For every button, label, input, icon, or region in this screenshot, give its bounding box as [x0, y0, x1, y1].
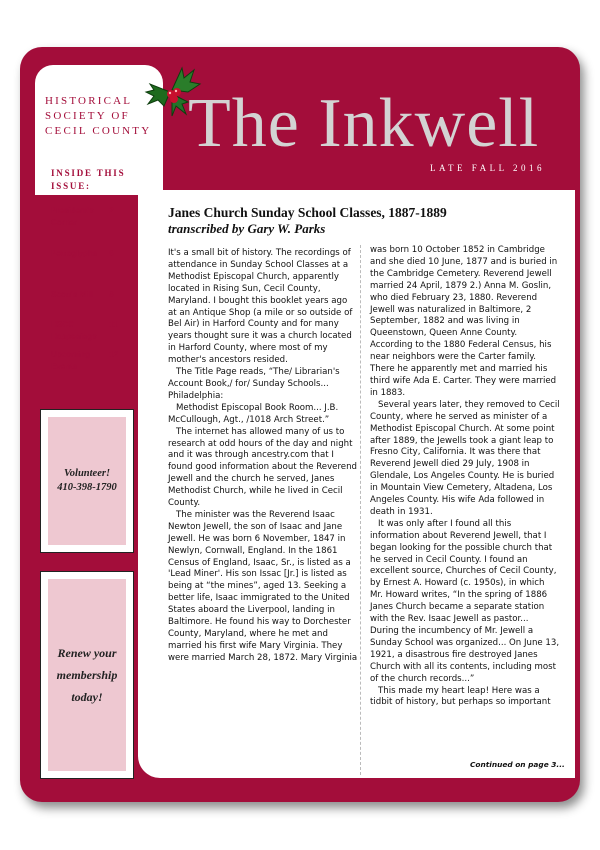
- toc-heading: INSIDE THIS ISSUE:: [51, 168, 126, 191]
- society-name: HISTORICAL SOCIETY OF CECIL COUNTY: [45, 95, 152, 137]
- volunteer-box: [40, 409, 134, 553]
- article-title: Janes Church Sunday School Classes, 1887-1889: [168, 205, 447, 220]
- volunteer-text: Volunteer! 410-398-1790: [48, 417, 126, 545]
- toc-item-label: Scott's Mill: [51, 290, 93, 299]
- toc-item-label: President's Corner: [51, 206, 94, 227]
- article-byline: transcribed by Gary W. Parks: [168, 221, 326, 236]
- toc-item-page: 6: [109, 249, 114, 258]
- article-paragraph: was born 10 October 1852 in Cambridge and she died 10 June, 1877 and is buried in the Cambridge Cemetery. Reverend Jewell married 24 April, 1879 2.) Anna M. Goslin, who died February 23, 1880. Reverend Jewell was naturalized in Baltimore, 2 September, 1882 and was living in Queenstown, Queen Anne County. According to the 1880 Federal Census, his near neighbors were the Carter family. There he apparently met and married his third wife Ada E. Carter. They were married in 1883.: [370, 245, 558, 398]
- renew-text: Renew your membership today!: [48, 579, 126, 771]
- article-paragraph: The internet has allowed many of us to research at odd hours of the day and night and it was through ancestry.com that I found good information about the Reverend Jewell and the church he served, Janes Methodist Church, while he lived in Cecil County.: [168, 426, 357, 509]
- toc-item[interactable]: [51, 319, 131, 343]
- article-paragraph: The Title Page reads, “The/ Librarian's Account Book,/ for/ Sunday Schools... Philadelphia:: [168, 367, 340, 401]
- article-paragraph: Several years later, they removed to Cecil County, where he served as minister of a Methodist Episcopal Church. At some point after 1889, the Jewells took a giant leap to Fresno City, California. It was there that Reverend Jewell died 29 July, 1908 in Glendale, Los Angeles County. He is buried in Mountain View Cemetery, Altadena, Los Angeles County. His wife Ada followed in death in 1931.: [370, 399, 560, 517]
- toc-item-label: Upcoming Events: [51, 350, 91, 371]
- article-column-left: [168, 248, 358, 665]
- toc-item-label: HSCC Happenings: [51, 320, 97, 341]
- toc-item[interactable]: [51, 248, 131, 260]
- article-paragraph: This made my heart leap! Here was a tidbit of history, but perhaps so important: [370, 685, 551, 708]
- toc-item[interactable]: [51, 205, 131, 229]
- toc-item[interactable]: [51, 349, 131, 373]
- article-column-right: [370, 245, 560, 709]
- article-paragraph: The minister was the Reverend Isaac Newton Jewell, the son of Isaac and Jane Jewell. He was born 6 November, 1847 in Newlyn, Cornwall, England. In the 1861 Census of England, Isaac, Sr., is listed as a 'Lead Miner'. His son Issac [Jr.] is listed as being at “the mines”, aged 13. Seeking a better life, Isaac immigrated to the United States aboard the Liverpool, landing in Baltimore. He found his way to Dorchester County, Maryland, where he met and married his first wife Mary Virginia. They were married March 28, 1872. Mary Virginia: [168, 509, 358, 663]
- masthead-title: The Inkwell: [188, 85, 540, 162]
- continued-note[interactable]: Continued on page 3...: [470, 760, 565, 769]
- renew-box: [40, 571, 134, 779]
- toc-item-label: Petroglyphs: [51, 249, 98, 258]
- toc-item-page: 8: [109, 290, 114, 299]
- toc-item-page: 2: [109, 206, 114, 215]
- toc-item-page: 11: [109, 320, 118, 329]
- toc-item-page: 12: [109, 350, 119, 359]
- article-paragraph: Methodist Episcopal Book Room... J.B. McCullough, Agt., /1018 Arch Street.”: [168, 402, 339, 425]
- toc-item[interactable]: [51, 289, 131, 301]
- article-paragraph: It's a small bit of history. The recordings of attendance in Sunday School Classes at a Methodist Episcopal Church, apparently located in Rising Sun, Cecil County, Maryland. I bought this booklet years ago at an Antique Shop (a mile or so outside of Bel Air) in Harford County and for many years thought sure it was a church located in Harford County, where most of my mother's ancestors resided.: [168, 248, 353, 366]
- issue-date: LATE FALL 2016: [430, 163, 545, 173]
- column-divider: [360, 245, 361, 775]
- article-paragraph: It was only after I found all this information about Reverend Jewell, that I began looking for the possible church that he served in Cecil County. I found an excellent source, Churches of Cecil County, by Ernest A. Howard (c. 1950s), in which Mr. Howard writes, “In the spring of 1886 Janes Church became a separate station with the Rev. Isaac Jewell as pastor... During the incumbency of Mr. Jewell a Sunday School was organized... On June 13, 1921, a disastrous fire destroyed Janes Church with all its contents, including most of the church records...”: [370, 518, 560, 684]
